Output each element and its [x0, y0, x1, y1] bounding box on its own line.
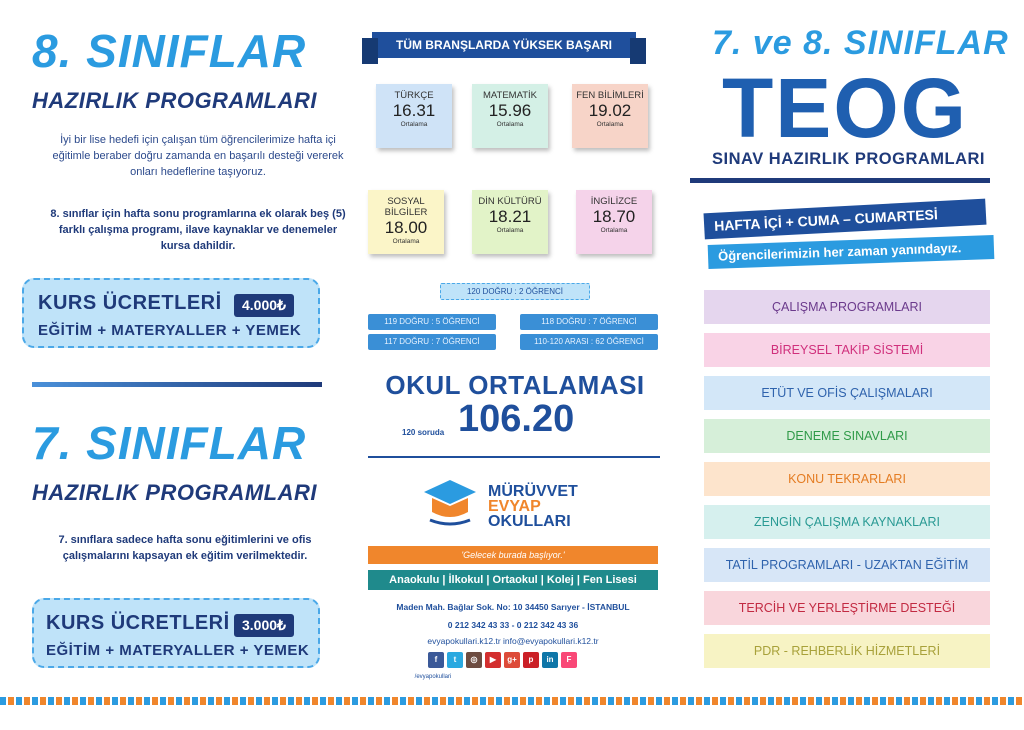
program-item: PDR - REHBERLİK HİZMETLERİ [704, 634, 990, 668]
slogan-bar: 'Gelecek burada başlıyor.' [368, 546, 658, 564]
subject-label: TÜRKÇE [394, 90, 434, 101]
section-divider [32, 382, 322, 387]
grade7-fee-box [32, 598, 320, 668]
result-110-120: 110-120 ARASI : 62 ÖĞRENCİ [520, 334, 658, 350]
average-caption: Ortalama [496, 121, 524, 128]
subject-note [368, 190, 444, 254]
school-logo-icon [420, 474, 480, 528]
program-item: TATİL PROGRAMLARI - UZAKTAN EĞİTİM [704, 548, 990, 582]
result-119: 119 DOĞRU : 5 ÖĞRENCİ [368, 314, 496, 330]
phone-numbers: 0 212 342 43 33 - 0 212 342 43 36 [447, 620, 579, 630]
fee-price: 3.000₺ [234, 614, 294, 637]
web-and-email[interactable]: evyapokullari.k12.tr info@evyapokullari.k12.tr [427, 636, 599, 646]
subject-average: 18.00 [384, 218, 428, 237]
grade7-subtitle: HAZIRLIK PROGRAMLARI [32, 480, 317, 505]
average-caption: Ortalama [600, 227, 628, 234]
social-icons [428, 652, 577, 668]
grade8-details: 8. sınıflar için hafta sonu programlarına ek olarak beş (5) farklı çalışma programı, ilave kaynaklar ve denemeler kursa dahildir. [50, 208, 346, 252]
googleplus-icon[interactable]: g+ [504, 652, 520, 668]
linkedin-icon[interactable]: in [542, 652, 558, 668]
average-caption: Ortalama [400, 121, 428, 128]
average-caption: Ortalama [596, 121, 624, 128]
program-item: ZENGİN ÇALIŞMA KAYNAKLARI [704, 505, 990, 539]
subject-note [376, 84, 452, 148]
school-average-score: 106.20 [458, 398, 575, 440]
program-item: TERCİH VE YERLEŞTİRME DESTEĞİ [704, 591, 990, 625]
subject-note [572, 84, 648, 148]
program-item: ÇALIŞMA PROGRAMLARI [704, 290, 990, 324]
twitter-icon[interactable]: t [447, 652, 463, 668]
youtube-icon[interactable]: ▶ [485, 652, 501, 668]
subject-label: MATEMATİK [482, 90, 537, 101]
right-title: 7. ve 8. SINIFLAR [712, 24, 1009, 62]
grade8-subtitle: HAZIRLIK PROGRAMLARI [32, 88, 317, 113]
subject-average: 19.02 [588, 101, 632, 120]
schedule-bar: HAFTA İÇİ + CUMA – CUMARTESİ [704, 199, 987, 240]
middle-divider [368, 456, 660, 458]
subject-average: 18.21 [488, 207, 532, 226]
grade7-description: 7. sınıflara sadece hafta sonu eğitimlerini ve ofis çalışmalarını kapsayan ek eğitim verilmektedir. [58, 534, 312, 562]
subject-average: 16.31 [392, 101, 436, 120]
program-item: BİREYSEL TAKİP SİSTEMİ [704, 333, 990, 367]
facebook-icon[interactable]: f [428, 652, 444, 668]
fee-includes: EĞİTİM + MATERYALLER + YEMEK [38, 322, 302, 339]
subject-average: 18.70 [592, 207, 636, 226]
address: Maden Mah. Bağlar Sok. No: 10 34450 Sarıyer - İSTANBUL [396, 602, 630, 612]
fee-price: 4.000₺ [234, 294, 294, 317]
grade7-title: 7. SINIFLAR [32, 417, 307, 469]
subject-average: 15.96 [488, 101, 532, 120]
school-name-line2: EVYAP [488, 498, 541, 515]
subject-label: DİN KÜLTÜRÜ [478, 196, 542, 207]
teog-subtitle: SINAV HAZIRLIK PROGRAMLARI [712, 150, 986, 168]
subject-label: FEN BİLİMLERİ [576, 90, 644, 101]
program-item: ETÜT VE OFİS ÇALIŞMALARI [704, 376, 990, 410]
school-name-line3: OKULLARI [488, 513, 571, 530]
pinterest-icon[interactable]: p [523, 652, 539, 668]
program-item: KONU TEKRARLARI [704, 462, 990, 496]
program-item: DENEME SINAVLARI [704, 419, 990, 453]
subject-label: İNGİLİZCE [590, 196, 638, 207]
result-117: 117 DOĞRU : 7 ÖĞRENCİ [368, 334, 496, 350]
school-levels-bar: Anaokulu | İlkokul | Ortaokul | Kolej | Fen Lisesi [368, 570, 658, 590]
success-ribbon: TÜM BRANŞLARDA YÜKSEK BAŞARI [372, 32, 636, 58]
average-caption: Ortalama [496, 227, 524, 234]
right-divider [690, 178, 990, 183]
fee-label: KURS ÜCRETLERİ [38, 292, 222, 314]
school-name-line1: MÜRÜVVET [488, 483, 578, 500]
result-top: 120 DOĞRU : 2 ÖĞRENCİ [440, 283, 590, 300]
average-caption: Ortalama [392, 238, 420, 245]
grade8-title: 8. SINIFLAR [32, 25, 307, 77]
fee-label: KURS ÜCRETLERİ [46, 612, 230, 634]
teog-title: TEOG [722, 61, 969, 155]
tagline-bar: Öğrencilerimizin her zaman yanındayız. [708, 235, 995, 269]
instagram-icon[interactable]: ◎ [466, 652, 482, 668]
social-handle[interactable]: /evyapokullari [414, 674, 452, 680]
subject-note [472, 190, 548, 254]
grade8-fee-box [22, 278, 320, 348]
school-average-label: OKUL ORTALAMASI [385, 370, 645, 400]
foursquare-icon[interactable]: F [561, 652, 577, 668]
bottom-ornament [0, 697, 1024, 705]
fee-includes: EĞİTİM + MATERYALLER + YEMEK [46, 642, 310, 659]
score-question-count: 120 soruda [402, 428, 445, 437]
grade8-description: İyi bir lise hedefi için çalışan tüm öğrencilerimize hafta içi eğitimle beraber doğru zamanda en başarılı desteği vererek onları hedeflerine taşıyoruz. [52, 134, 344, 178]
subject-note [576, 190, 652, 254]
subject-label: SOSYAL BİLGİLER [384, 196, 428, 218]
result-118: 118 DOĞRU : 7 ÖĞRENCİ [520, 314, 658, 330]
subject-note [472, 84, 548, 148]
